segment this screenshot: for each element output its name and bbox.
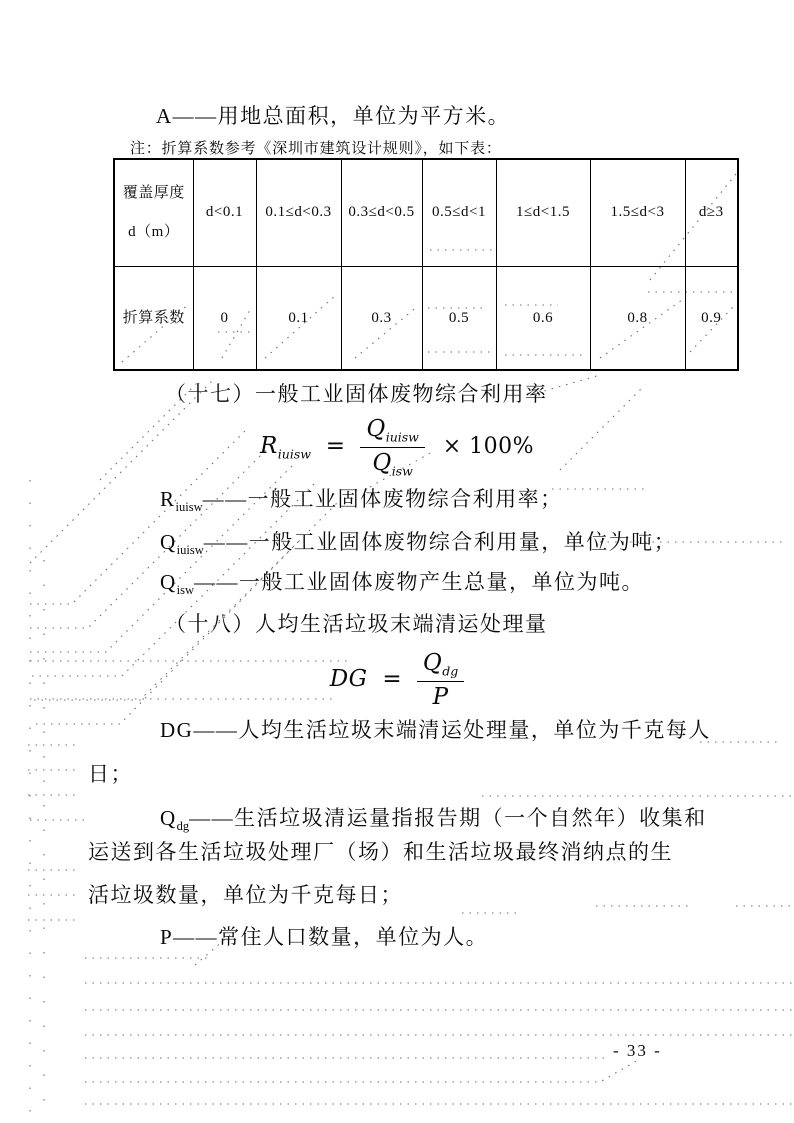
fraction-denominator: $Q_{isw}$ <box>372 449 413 479</box>
table-note: 注：折算系数参考《深圳市建筑设计规则》，如下表： <box>130 141 502 157</box>
definition-qdg-line2: 运送到各生活垃圾处理厂（场）和生活垃圾最终消纳点的生 <box>88 840 673 864</box>
fraction-numerator: $Q_{iuisw}$ <box>360 416 425 448</box>
formula-lhs: $R_{iuisw}$ <box>259 433 311 462</box>
table-cell-range-4: 0.5≤d<1 <box>422 159 496 266</box>
table-cell-range-1: d<0.1 <box>193 159 256 266</box>
table-cell-thickness-label: 覆盖厚度 d（m） <box>114 159 193 266</box>
formula-lhs: DG <box>329 665 368 692</box>
definition-q-iuisw: $Q_{iuisw}——$一般工业固体废物综合利用量，单位为吨； <box>160 530 677 558</box>
table-cell-range-6: 1.5≤d<3 <box>590 159 685 266</box>
table-cell-range-5: 1≤d<1.5 <box>496 159 590 266</box>
conversion-factor-table <box>113 158 739 371</box>
definition-r-iuisw: $R_{iuisw}——$一般工业固体废物综合利用率； <box>160 487 563 515</box>
fraction <box>360 416 425 478</box>
table-cell-factor-label: 折算系数 <box>114 266 193 370</box>
definition-qdg-line3: 活垃圾数量，单位为千克每日； <box>88 883 403 907</box>
equals-sign: = <box>382 665 403 692</box>
table-cell-factor-2: 0.1 <box>256 266 341 370</box>
intro-line-a: A——用地总面积，单位为平方米。 <box>156 104 511 128</box>
definition-q-isw: $Q_{isw}——$一般工业固体废物产生总量，单位为吨。 <box>160 570 645 598</box>
fraction <box>417 650 464 710</box>
table-value-row <box>114 266 738 370</box>
table-header-row <box>114 159 738 266</box>
table-cell-factor-4: 0.5 <box>422 266 496 370</box>
page-number: - 33 - <box>613 1041 662 1060</box>
equals-sign: = <box>325 433 346 460</box>
definition-qdg-line1: $Q_{dg}——$生活垃圾清运量指报告期（一个自然年）收集和 <box>160 806 707 834</box>
table-cell-factor-6: 0.8 <box>590 266 685 370</box>
table-cell-range-3: 0.3≤d<0.5 <box>341 159 422 266</box>
table-cell-factor-7: 0.9 <box>685 266 738 370</box>
formula-suffix: × 100% <box>442 434 535 460</box>
fraction-denominator: P <box>432 683 449 710</box>
formula-dg <box>0 650 794 710</box>
table-cell-range-2: 0.1≤d<0.3 <box>256 159 341 266</box>
table-cell-range-7: d≥3 <box>685 159 738 266</box>
formula-riuisw <box>0 416 794 478</box>
fraction-numerator: $Q_{dg}$ <box>417 650 464 682</box>
definition-dg-line1: DG——人均生活垃圾末端清运处理量，单位为千克每人 <box>160 718 711 742</box>
section-17-heading: （十七）一般工业固体废物综合利用率 <box>165 382 548 406</box>
section-18-heading: （十八）人均生活垃圾末端清运处理量 <box>165 612 548 636</box>
table-cell-factor-3: 0.3 <box>341 266 422 370</box>
definition-p: P——常住人口数量，单位为人。 <box>160 925 489 949</box>
table-cell-factor-5: 0.6 <box>496 266 590 370</box>
definition-dg-line2: 日； <box>88 762 133 786</box>
table-cell-factor-1: 0 <box>193 266 256 370</box>
